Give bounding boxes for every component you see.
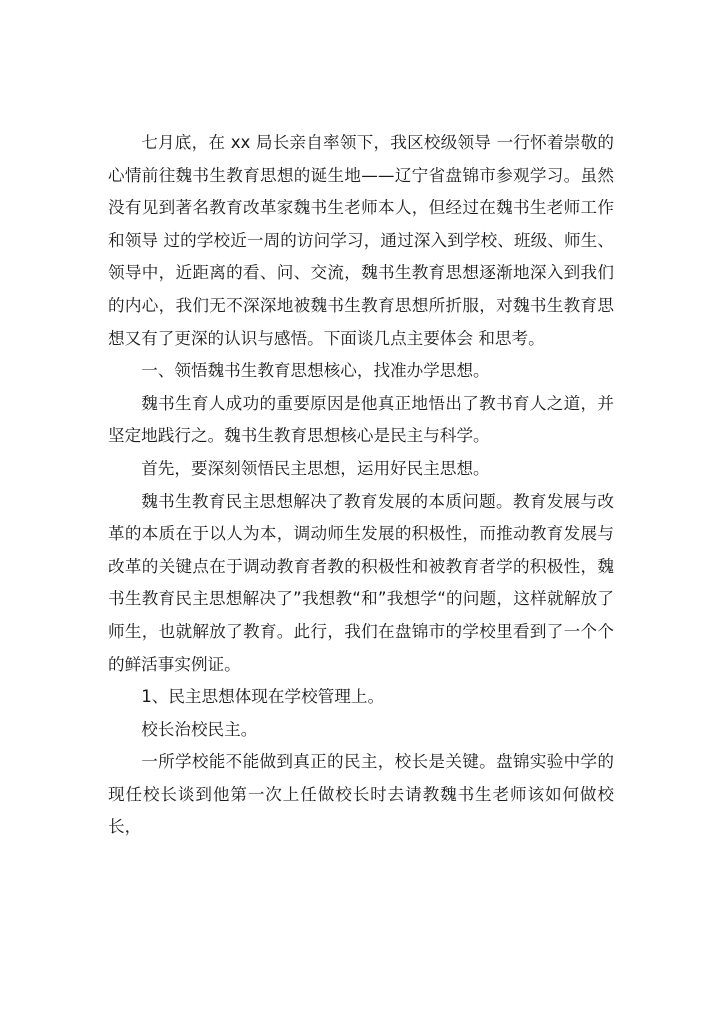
section-heading-1: 一、领悟魏书生教育思想核心，找准办学思想。 [141, 361, 490, 381]
paragraph-intro: 七月底，在 xx 局长亲自率领下，我区校级领导 一行怀着崇敬的心情前往魏书生教育思想的诞生地——辽宁省盘锦市参观学习。虽然没有见到著名教育改革家魏书生老师本人，但经过在魏书生老师工作和领导 过的学校近一周的访问学习，通过深入到学校、班级、师生、领导中，近距离的看、问、交流，魏书生教育思想逐渐地深入到我们的内心，我们无不深深地被魏书生教育思想所折服，对魏书生教育思想又有了更深的认识与感悟。下面谈几点主要体会 和思考。 [108, 133, 614, 348]
paragraph-principal: 一所学校能不能做到真正的民主，校长是关键。盘锦实验中学的现任校长谈到他第一次上任做校长时去请教魏书生老师该如何做校长， [108, 752, 614, 837]
subheading-principal: 校长治校民主。 [141, 719, 258, 739]
subheading-democracy: 首先，要深刻领悟民主思想，运用好民主思想。 [141, 458, 490, 478]
paragraph-core-idea: 魏书生育人成功的重要原因是他真正地悟出了教书育人之道，并坚定地践行之。魏书生教育思想核心是民主与科学。 [108, 393, 614, 446]
document-body [108, 127, 614, 844]
paragraph-democracy: 魏书生教育民主思想解决了教育发展的本质问题。教育发展与改革的本质在于以人为本，调动师生发展的积极性，而推动教育发展与改革的关键点在于调动教育者教的积极性和被教育者学的积极性，魏书生教育民主思想解决了”我想教“和”我想学“的问题，这样就解放了师生，也就解放了教育。此行，我们在盘锦市的学校里看到了一个个的鲜活事实例证。 [108, 491, 614, 674]
subheading-school-management: 1、民主思想体现在学校管理上。 [141, 687, 385, 707]
